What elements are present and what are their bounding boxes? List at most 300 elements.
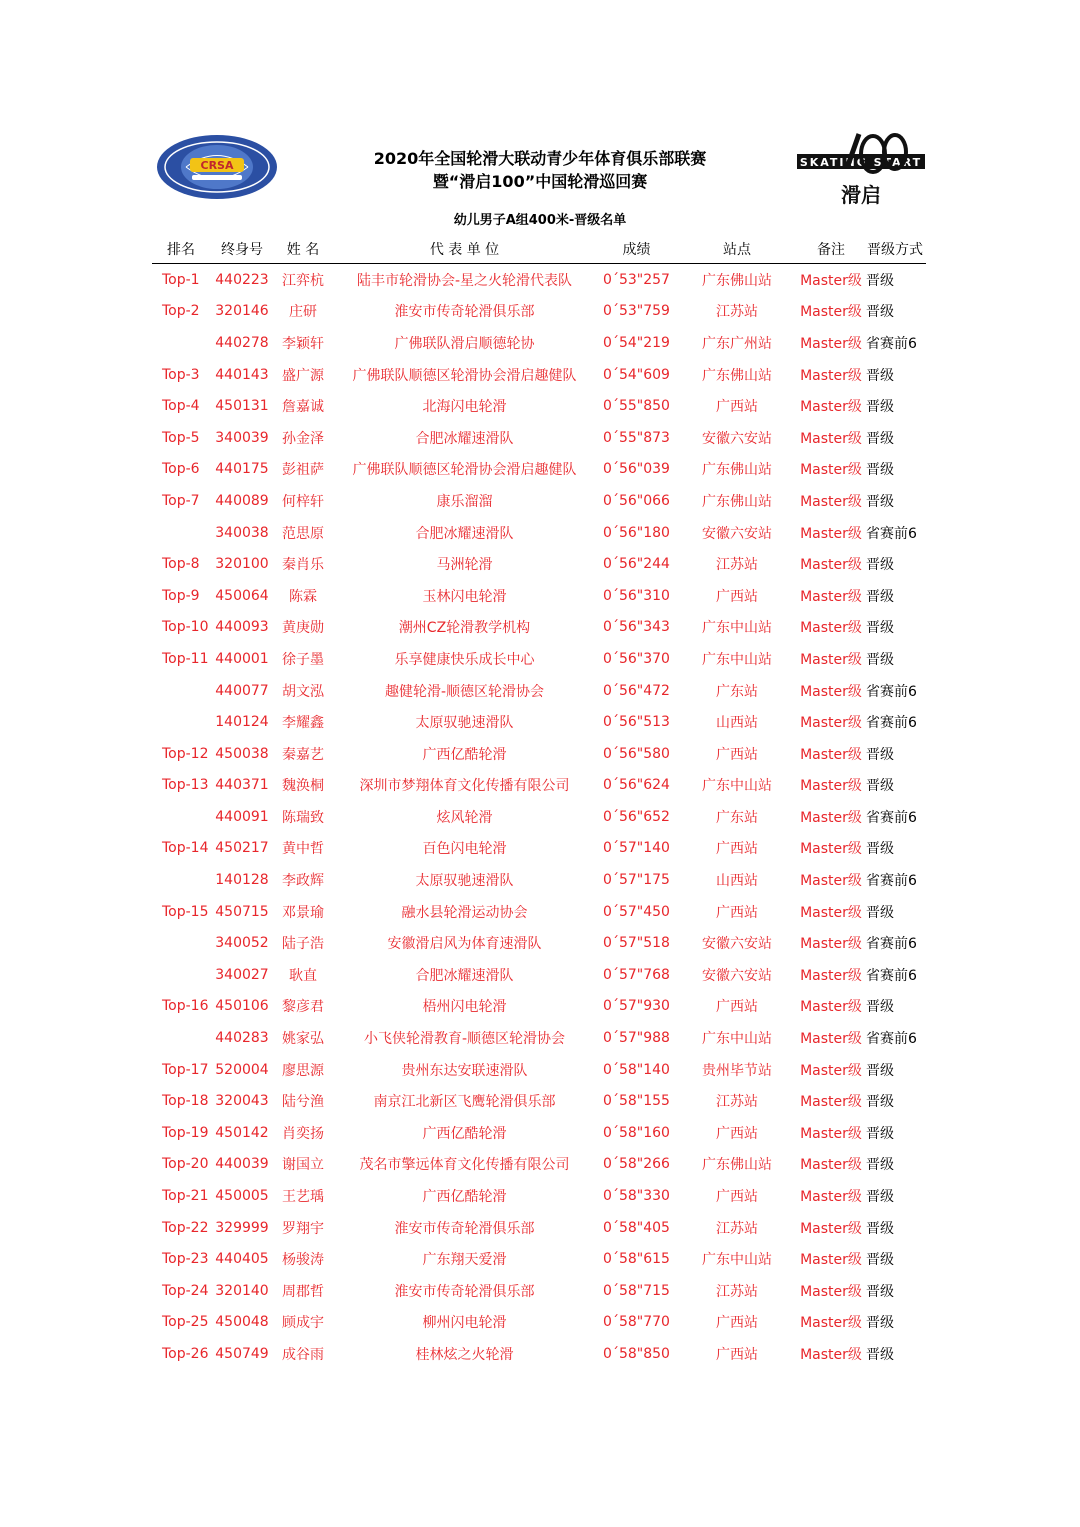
note-cell: Master级 xyxy=(800,304,862,321)
table-row xyxy=(152,1212,926,1244)
note-cell: Master级 xyxy=(800,936,862,953)
id-cell: 520004 xyxy=(215,1061,269,1078)
id-cell: 440089 xyxy=(215,492,269,509)
rank-cell: Top-12 xyxy=(162,745,209,762)
method-cell: 晋级 xyxy=(866,272,894,289)
unit-cell: 趣健轮滑-顺德区轮滑协会 xyxy=(384,683,545,700)
table-row xyxy=(152,296,926,328)
name-cell: 耿直 xyxy=(289,967,317,984)
note-cell: Master级 xyxy=(800,1252,862,1269)
id-cell: 450142 xyxy=(215,1124,269,1141)
score-cell: 0ˊ56"513 xyxy=(603,714,670,731)
note-cell: Master级 xyxy=(800,1220,862,1237)
score-cell: 0ˊ58"850 xyxy=(603,1345,670,1362)
name-cell: 李政辉 xyxy=(282,873,324,890)
score-cell: 0ˊ56"066 xyxy=(603,492,670,509)
station-cell: 广东佛山站 xyxy=(702,367,772,384)
method-cell: 晋级 xyxy=(866,1283,894,1300)
table-row xyxy=(152,675,926,707)
table-row xyxy=(152,1149,926,1181)
id-cell: 440091 xyxy=(215,808,269,825)
rank-cell: Top-11 xyxy=(162,650,209,667)
column-header-method: 晋级方式 xyxy=(864,234,926,264)
list-subtitle: 幼儿男子A组400米-晋级名单 xyxy=(453,213,627,228)
method-cell: 晋级 xyxy=(866,367,894,384)
name-cell: 秦嘉艺 xyxy=(282,746,324,763)
note-cell: Master级 xyxy=(800,399,862,416)
method-cell: 省赛前6 xyxy=(866,936,917,953)
id-cell: 440283 xyxy=(215,1030,269,1047)
method-cell: 晋级 xyxy=(866,430,894,447)
unit-cell: 淮安市传奇轮滑俱乐部 xyxy=(394,304,535,321)
method-cell: 晋级 xyxy=(866,1252,894,1269)
document-header xyxy=(0,0,1080,240)
id-cell: 440001 xyxy=(215,650,269,667)
id-cell: 340052 xyxy=(215,935,269,952)
table-row xyxy=(152,833,926,865)
note-cell: Master级 xyxy=(800,778,862,795)
method-cell: 晋级 xyxy=(866,778,894,795)
score-cell: 0ˊ57"988 xyxy=(603,1030,670,1047)
name-cell: 姚家弘 xyxy=(282,1031,324,1048)
station-cell: 广东佛山站 xyxy=(702,462,772,479)
id-cell: 440143 xyxy=(215,366,269,383)
unit-cell: 小飞侠轮滑教育-顺德区轮滑协会 xyxy=(363,1031,566,1048)
results-table xyxy=(152,234,926,1370)
name-cell: 陆兮渔 xyxy=(282,1094,324,1111)
unit-cell: 桂林炫之火轮滑 xyxy=(415,1346,514,1363)
unit-cell: 百色闪电轮滑 xyxy=(422,841,507,858)
table-row xyxy=(152,580,926,612)
station-cell: 广西站 xyxy=(716,1315,758,1332)
id-cell: 450749 xyxy=(215,1345,269,1362)
station-cell: 山西站 xyxy=(716,715,758,732)
table-row xyxy=(152,706,926,738)
unit-cell: 合肥冰耀速滑队 xyxy=(415,967,514,984)
table-row xyxy=(152,548,926,580)
score-cell: 0ˊ58"330 xyxy=(603,1188,670,1205)
note-cell: Master级 xyxy=(800,683,862,700)
id-cell: 450715 xyxy=(215,903,269,920)
station-cell: 广东站 xyxy=(716,683,758,700)
rank-cell xyxy=(152,706,210,738)
unit-cell: 广西亿酷轮滑 xyxy=(422,1189,507,1206)
unit-cell: 安徽滑启风为体育速滑队 xyxy=(387,936,542,953)
id-cell: 140128 xyxy=(215,872,269,889)
method-cell: 晋级 xyxy=(866,651,894,668)
id-cell: 450064 xyxy=(215,587,269,604)
results-body xyxy=(152,264,926,1370)
rank-cell: Top-20 xyxy=(162,1156,209,1173)
note-cell: Master级 xyxy=(800,809,862,826)
table-row xyxy=(152,801,926,833)
id-cell: 440077 xyxy=(215,682,269,699)
station-cell: 广东中山站 xyxy=(702,1252,772,1269)
note-cell: Master级 xyxy=(800,493,862,510)
table-row xyxy=(152,991,926,1023)
table-row xyxy=(152,1054,926,1086)
score-cell: 0ˊ58"266 xyxy=(603,1156,670,1173)
column-header-rank: 排名 xyxy=(152,234,210,264)
id-cell: 440223 xyxy=(215,271,269,288)
skating-start-logo-icon xyxy=(795,128,927,208)
name-cell: 盛广源 xyxy=(282,367,324,384)
note-cell: Master级 xyxy=(800,1062,862,1079)
method-cell: 晋级 xyxy=(866,904,894,921)
rank-cell: Top-23 xyxy=(162,1251,209,1268)
station-cell: 江苏站 xyxy=(716,1220,758,1237)
table-row xyxy=(152,422,926,454)
note-cell: Master级 xyxy=(800,1189,862,1206)
unit-cell: 南京江北新区飞鹰轮滑俱乐部 xyxy=(373,1094,556,1111)
station-cell: 广东中山站 xyxy=(702,620,772,637)
unit-cell: 广西亿酷轮滑 xyxy=(422,1125,507,1142)
unit-cell: 淮安市传奇轮滑俱乐部 xyxy=(394,1283,535,1300)
method-cell: 晋级 xyxy=(866,493,894,510)
table-row xyxy=(152,264,926,296)
name-cell: 何梓轩 xyxy=(282,493,324,510)
name-cell: 徐子墨 xyxy=(282,651,324,668)
name-cell: 江弈杭 xyxy=(282,272,324,289)
table-row xyxy=(152,864,926,896)
station-cell: 广东佛山站 xyxy=(702,493,772,510)
station-cell: 广东中山站 xyxy=(702,1031,772,1048)
table-row xyxy=(152,517,926,549)
score-cell: 0ˊ57"930 xyxy=(603,998,670,1015)
rank-cell: Top-16 xyxy=(162,998,209,1015)
id-cell: 320140 xyxy=(215,1282,269,1299)
table-row xyxy=(152,927,926,959)
name-cell: 肖奕扬 xyxy=(282,1125,324,1142)
name-cell: 秦肖乐 xyxy=(282,557,324,574)
name-cell: 谢国立 xyxy=(282,1157,324,1174)
unit-cell: 柳州闪电轮滑 xyxy=(422,1315,507,1332)
name-cell: 范思原 xyxy=(282,525,324,542)
rank-cell: Top-15 xyxy=(162,903,209,920)
method-cell: 晋级 xyxy=(866,620,894,637)
note-cell: Master级 xyxy=(800,746,862,763)
id-cell: 320043 xyxy=(215,1093,269,1110)
unit-cell: 淮安市传奇轮滑俱乐部 xyxy=(394,1220,535,1237)
rank-cell xyxy=(152,1022,210,1054)
unit-cell: 合肥冰耀速滑队 xyxy=(415,430,514,447)
station-cell: 江苏站 xyxy=(716,304,758,321)
id-cell: 320100 xyxy=(215,556,269,573)
rank-cell: Top-19 xyxy=(162,1124,209,1141)
table-row xyxy=(152,738,926,770)
score-cell: 0ˊ58"615 xyxy=(603,1251,670,1268)
station-cell: 江苏站 xyxy=(716,1283,758,1300)
unit-cell: 陆丰市轮滑协会-星之火轮滑代表队 xyxy=(356,272,573,289)
score-cell: 0ˊ57"140 xyxy=(603,840,670,857)
name-cell: 黎彦君 xyxy=(282,999,324,1016)
table-row xyxy=(152,359,926,391)
station-cell: 广西站 xyxy=(716,1125,758,1142)
score-cell: 0ˊ57"518 xyxy=(603,935,670,952)
score-cell: 0ˊ53"257 xyxy=(603,271,670,288)
table-row xyxy=(152,1243,926,1275)
note-cell: Master级 xyxy=(800,967,862,984)
score-cell: 0ˊ54"219 xyxy=(603,334,670,351)
rank-cell: Top-3 xyxy=(162,366,200,383)
name-cell: 周郡哲 xyxy=(282,1283,324,1300)
station-cell: 广西站 xyxy=(716,399,758,416)
rank-cell: Top-4 xyxy=(162,398,200,415)
score-cell: 0ˊ56"652 xyxy=(603,808,670,825)
svg-text:滑启: 滑启 xyxy=(841,183,881,207)
table-row xyxy=(152,390,926,422)
unit-cell: 广西亿酷轮滑 xyxy=(422,746,507,763)
table-row xyxy=(152,1307,926,1339)
note-cell: Master级 xyxy=(800,1315,862,1332)
method-cell: 晋级 xyxy=(866,746,894,763)
score-cell: 0ˊ54"609 xyxy=(603,366,670,383)
rank-cell: Top-17 xyxy=(162,1061,209,1078)
unit-cell: 广佛联队滑启顺德轮协 xyxy=(394,335,535,352)
name-cell: 魏涣桐 xyxy=(282,778,324,795)
id-cell: 440039 xyxy=(215,1156,269,1173)
id-cell: 440093 xyxy=(215,619,269,636)
note-cell: Master级 xyxy=(800,999,862,1016)
unit-cell: 乐享健康快乐成长中心 xyxy=(394,651,535,668)
table-row xyxy=(152,1022,926,1054)
name-cell: 李耀鑫 xyxy=(282,715,324,732)
score-cell: 0ˊ56"370 xyxy=(603,650,670,667)
method-cell: 晋级 xyxy=(866,1094,894,1111)
score-cell: 0ˊ58"405 xyxy=(603,1219,670,1236)
score-cell: 0ˊ58"140 xyxy=(603,1061,670,1078)
method-cell: 晋级 xyxy=(866,1189,894,1206)
name-cell: 李颖轩 xyxy=(282,335,324,352)
name-cell: 邓景瑜 xyxy=(282,904,324,921)
rank-cell: Top-22 xyxy=(162,1219,209,1236)
method-cell: 省赛前6 xyxy=(866,809,917,826)
station-cell: 广东站 xyxy=(716,809,758,826)
method-cell: 晋级 xyxy=(866,841,894,858)
table-row xyxy=(152,896,926,928)
note-cell: Master级 xyxy=(800,1125,862,1142)
unit-cell: 梧州闪电轮滑 xyxy=(422,999,507,1016)
rank-cell: Top-8 xyxy=(162,556,200,573)
table-header-row xyxy=(152,234,926,264)
id-cell: 140124 xyxy=(215,714,269,731)
note-cell: Master级 xyxy=(800,715,862,732)
score-cell: 0ˊ56"624 xyxy=(603,777,670,794)
score-cell: 0ˊ56"039 xyxy=(603,461,670,478)
id-cell: 440175 xyxy=(215,461,269,478)
svg-text:CRSA: CRSA xyxy=(200,159,234,172)
note-cell: Master级 xyxy=(800,367,862,384)
name-cell: 陈霖 xyxy=(289,588,317,605)
rank-cell: Top-21 xyxy=(162,1188,209,1205)
column-header-name: 姓 名 xyxy=(274,234,332,264)
score-cell: 0ˊ56"343 xyxy=(603,619,670,636)
station-cell: 安徽六安站 xyxy=(702,525,772,542)
method-cell: 晋级 xyxy=(866,1157,894,1174)
rank-cell xyxy=(152,959,210,991)
score-cell: 0ˊ56"180 xyxy=(603,524,670,541)
rank-cell: Top-26 xyxy=(162,1345,209,1362)
score-cell: 0ˊ57"175 xyxy=(603,872,670,889)
station-cell: 广东佛山站 xyxy=(702,1157,772,1174)
rank-cell: Top-18 xyxy=(162,1093,209,1110)
id-cell: 450005 xyxy=(215,1188,269,1205)
id-cell: 440278 xyxy=(215,334,269,351)
svg-text:SKATING START: SKATING START xyxy=(799,156,923,169)
method-cell: 晋级 xyxy=(866,999,894,1016)
rank-cell: Top-10 xyxy=(162,619,209,636)
rank-cell: Top-7 xyxy=(162,492,200,509)
table-row xyxy=(152,1117,926,1149)
name-cell: 王艺瑀 xyxy=(282,1189,324,1206)
id-cell: 340039 xyxy=(215,429,269,446)
name-cell: 黄中哲 xyxy=(282,841,324,858)
rank-cell: Top-14 xyxy=(162,840,209,857)
unit-cell: 玉林闪电轮滑 xyxy=(422,588,507,605)
rank-cell xyxy=(152,327,210,359)
rank-cell xyxy=(152,927,210,959)
name-cell: 胡文泓 xyxy=(282,683,324,700)
table-row xyxy=(152,485,926,517)
note-cell: Master级 xyxy=(800,335,862,352)
name-cell: 廖思源 xyxy=(282,1062,324,1079)
method-cell: 晋级 xyxy=(866,1346,894,1363)
station-cell: 安徽六安站 xyxy=(702,430,772,447)
name-cell: 詹嘉诚 xyxy=(282,399,324,416)
station-cell: 山西站 xyxy=(716,873,758,890)
table-row xyxy=(152,959,926,991)
method-cell: 省赛前6 xyxy=(866,683,917,700)
unit-cell: 炫风轮滑 xyxy=(436,809,493,826)
rank-cell: Top-1 xyxy=(162,271,200,288)
column-header-id: 终身号 xyxy=(210,234,274,264)
note-cell: Master级 xyxy=(800,462,862,479)
unit-cell: 广东翔天爱滑 xyxy=(422,1252,507,1269)
unit-cell: 广佛联队顺德区轮滑协会滑启趣健队 xyxy=(352,462,577,479)
name-cell: 孙金泽 xyxy=(282,430,324,447)
station-cell: 广东中山站 xyxy=(702,651,772,668)
station-cell: 广西站 xyxy=(716,999,758,1016)
rank-cell: Top-2 xyxy=(162,303,200,320)
note-cell: Master级 xyxy=(800,620,862,637)
name-cell: 杨骏涛 xyxy=(282,1252,324,1269)
method-cell: 晋级 xyxy=(866,1315,894,1332)
method-cell: 晋级 xyxy=(866,1125,894,1142)
method-cell: 省赛前6 xyxy=(866,335,917,352)
name-cell: 黄庚勋 xyxy=(282,620,324,637)
note-cell: Master级 xyxy=(800,904,862,921)
name-cell: 罗翔宇 xyxy=(282,1220,324,1237)
method-cell: 晋级 xyxy=(866,462,894,479)
column-header-station: 站点 xyxy=(676,234,798,264)
unit-cell: 茂名市擎远体育文化传播有限公司 xyxy=(359,1157,570,1174)
score-cell: 0ˊ53"759 xyxy=(603,303,670,320)
score-cell: 0ˊ58"155 xyxy=(603,1093,670,1110)
unit-cell: 合肥冰耀速滑队 xyxy=(415,525,514,542)
name-cell: 成谷雨 xyxy=(282,1346,324,1363)
column-header-unit: 代 表 单 位 xyxy=(332,234,597,264)
method-cell: 省赛前6 xyxy=(866,967,917,984)
station-cell: 江苏站 xyxy=(716,1094,758,1111)
score-cell: 0ˊ56"244 xyxy=(603,556,670,573)
note-cell: Master级 xyxy=(800,525,862,542)
rank-cell: Top-13 xyxy=(162,777,209,794)
id-cell: 340027 xyxy=(215,966,269,983)
rank-cell: Top-24 xyxy=(162,1282,209,1299)
station-cell: 安徽六安站 xyxy=(702,936,772,953)
id-cell: 320146 xyxy=(215,303,269,320)
unit-cell: 太原驭驰速滑队 xyxy=(415,873,514,890)
station-cell: 广东中山站 xyxy=(702,778,772,795)
station-cell: 安徽六安站 xyxy=(702,967,772,984)
station-cell: 广西站 xyxy=(716,588,758,605)
method-cell: 晋级 xyxy=(866,588,894,605)
name-cell: 顾成宇 xyxy=(282,1315,324,1332)
table-row xyxy=(152,1338,926,1370)
unit-cell: 康乐溜溜 xyxy=(436,493,493,510)
name-cell: 陆子浩 xyxy=(282,936,324,953)
note-cell: Master级 xyxy=(800,430,862,447)
method-cell: 晋级 xyxy=(866,399,894,416)
table-row xyxy=(152,1180,926,1212)
name-cell: 庄研 xyxy=(289,304,317,321)
note-cell: Master级 xyxy=(800,588,862,605)
method-cell: 晋级 xyxy=(866,1220,894,1237)
id-cell: 450217 xyxy=(215,840,269,857)
unit-cell: 太原驭驰速滑队 xyxy=(415,715,514,732)
table-row xyxy=(152,643,926,675)
score-cell: 0ˊ57"450 xyxy=(603,903,670,920)
unit-cell: 潮州CZ轮滑教学机构 xyxy=(398,620,531,637)
score-cell: 0ˊ56"310 xyxy=(603,587,670,604)
rank-cell: Top-6 xyxy=(162,461,200,478)
document-title-secondary: 暨“滑启100”中国轮滑巡回赛 xyxy=(432,172,648,191)
method-cell: 晋级 xyxy=(866,304,894,321)
column-header-note: 备注 xyxy=(798,234,864,264)
station-cell: 广东佛山站 xyxy=(702,272,772,289)
unit-cell: 马洲轮滑 xyxy=(436,557,493,574)
score-cell: 0ˊ58"715 xyxy=(603,1282,670,1299)
name-cell: 彭祖萨 xyxy=(282,462,324,479)
station-cell: 广西站 xyxy=(716,904,758,921)
score-cell: 0ˊ56"472 xyxy=(603,682,670,699)
score-cell: 0ˊ58"770 xyxy=(603,1314,670,1331)
table-row xyxy=(152,1085,926,1117)
station-cell: 广西站 xyxy=(716,1189,758,1206)
station-cell: 江苏站 xyxy=(716,557,758,574)
name-cell: 陈瑞致 xyxy=(282,809,324,826)
station-cell: 广西站 xyxy=(716,1346,758,1363)
rank-cell: Top-9 xyxy=(162,587,200,604)
id-cell: 340038 xyxy=(215,524,269,541)
note-cell: Master级 xyxy=(800,873,862,890)
unit-cell: 贵州东达安联速滑队 xyxy=(401,1062,528,1079)
rank-cell: Top-25 xyxy=(162,1314,209,1331)
table-row xyxy=(152,1275,926,1307)
score-cell: 0ˊ55"850 xyxy=(603,398,670,415)
rank-cell xyxy=(152,675,210,707)
table-row xyxy=(152,327,926,359)
note-cell: Master级 xyxy=(800,272,862,289)
rank-cell xyxy=(152,864,210,896)
method-cell: 省赛前6 xyxy=(866,525,917,542)
score-cell: 0ˊ57"768 xyxy=(603,966,670,983)
document-title: 2020年全国轮滑大联动青少年体育俱乐部联赛 xyxy=(373,149,707,168)
id-cell: 440371 xyxy=(215,777,269,794)
score-cell: 0ˊ55"873 xyxy=(603,429,670,446)
station-cell: 广西站 xyxy=(716,746,758,763)
table-row xyxy=(152,454,926,486)
